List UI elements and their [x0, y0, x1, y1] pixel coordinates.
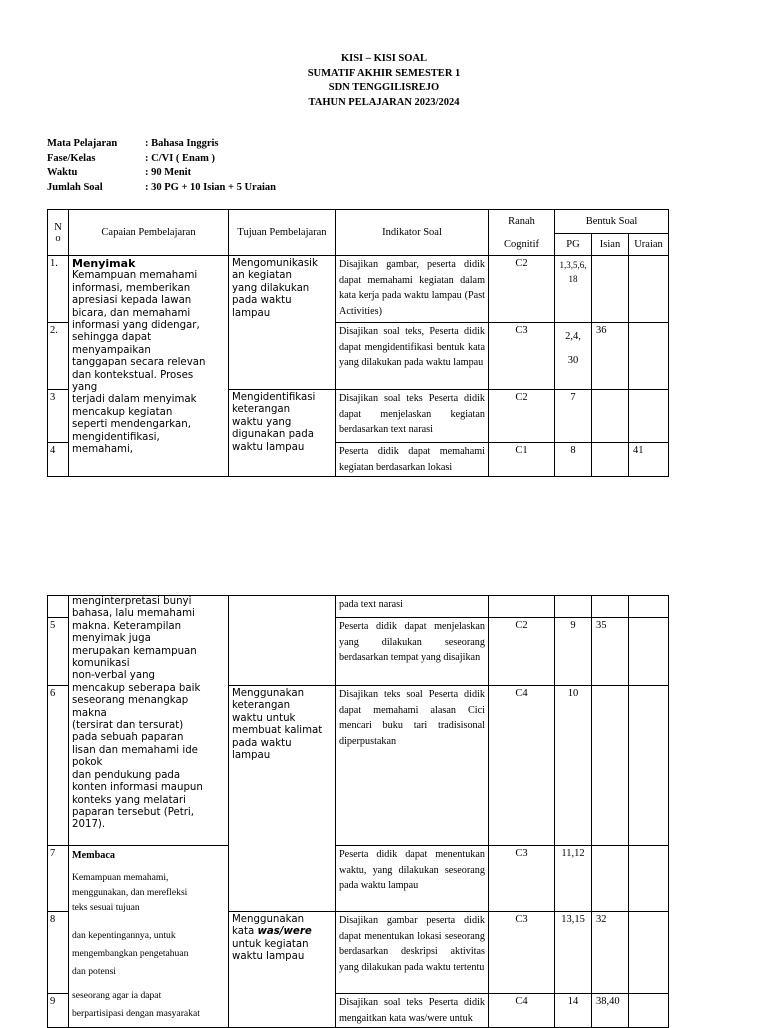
indikator-cell: Disajikan soal teks Peserta didik dapat menjelaskan kegiatan berdasarkan text narasi — [336, 390, 489, 443]
isian-cell: 36 — [592, 323, 629, 390]
indikator-cell: Disajikan gambar peserta didik dapat menentukan lokasi seseorang berdasarkan deskripsi aktivitas yang dilakukan pada waktu tertentu — [336, 912, 489, 994]
isian-cell — [592, 390, 629, 443]
header-subtitle: SUMATIF AKHIR SEMESTER 1 — [307, 67, 461, 79]
isian-cell — [592, 596, 629, 618]
pg-cell: 8 — [555, 443, 592, 477]
uraian-cell — [629, 596, 669, 618]
uraian-cell — [629, 912, 669, 994]
isian-cell — [592, 686, 629, 846]
capaian-title: Menyimak — [72, 257, 136, 270]
header-ranah: Ranah — [489, 210, 555, 234]
info-value: : 90 Menit — [145, 167, 192, 178]
header-indikator: Indikator Soal — [336, 210, 489, 256]
row-number: 4 — [48, 443, 69, 477]
table-row — [48, 256, 669, 323]
isian-cell: 35 — [592, 618, 629, 686]
indikator-cell: Peserta didik dapat memahami kegiatan berdasarkan lokasi — [336, 443, 489, 477]
header-tujuan: Tujuan Pembelajaran — [229, 210, 336, 256]
capaian-menyimak — [69, 256, 229, 477]
uraian-cell — [629, 390, 669, 443]
header-bentuk-soal: Bentuk Soal — [555, 210, 669, 234]
row-number — [48, 596, 69, 618]
ranah-cell — [489, 596, 555, 618]
capaian-text: Kemampuan memahami, menggunakan, dan merefleksi teks sesuai tujuan — [72, 871, 188, 913]
table-row — [48, 846, 669, 912]
row-number: 8 — [48, 912, 69, 994]
capaian-text: seseorang agar ia dapat berpartisipasi dengan masyarakat — [72, 989, 200, 1019]
info-value: : Bahasa Inggris — [145, 138, 219, 149]
document-header — [0, 52, 768, 110]
isian-cell — [592, 256, 629, 323]
capaian-menyimak-continued: menginterpretasi bunyi bahasa, lalu memahami makna. Keterampilan menyimak juga merupakan kemampuan komunikasi non-verbal yang mencakup seberapa baik seseorang menangkap makna (tersirat dan tersurat) pada sebuah paparan lisan dan memahami ide pokok dan pendukung pada konten informasi maupun konteks yang melatari paparan tersebut (Petri, 2017). — [69, 596, 229, 846]
info-label: Waktu — [47, 167, 78, 178]
ranah-cell: C1 — [489, 443, 555, 477]
capaian-text: Kemampuan memahami informasi, memberikan apresiasi kepada lawan bicara, dan memahami informasi yang didengar, sehingga dapat menyampaikan tanggapan secara relevan dan kontekstual. Proses yang terjadi dalam menyimak mencakup kegiatan seperti mendengarkan, mengidentifikasi, memahami, — [72, 270, 206, 456]
info-label: Jumlah Soal — [47, 181, 103, 193]
ranah-cell: C3 — [489, 323, 555, 390]
uraian-cell — [629, 686, 669, 846]
pg-cell: 11,12 — [555, 846, 592, 912]
ranah-cell: C3 — [489, 912, 555, 994]
indikator-cell: Peserta didik dapat menjelaskan yang dilakukan seseorang berdasarkan tempat yang disajikan — [336, 618, 489, 686]
indikator-cell: Disajikan gambar, peserta didik dapat memahami kegiatan dalam kata kerja pada waktu lampau (Past Activities) — [336, 256, 489, 323]
uraian-cell — [629, 994, 669, 1028]
pg-cell: 10 — [555, 686, 592, 846]
tujuan-cell: Mengidentifikasi keterangan waktu yang digunakan pada waktu lampau — [229, 390, 336, 477]
ranah-cell: C2 — [489, 390, 555, 443]
uraian-cell — [629, 846, 669, 912]
info-value: : 30 PG + 10 Isian + 5 Uraian — [145, 181, 276, 193]
header-cognitif: Cognitif — [489, 234, 555, 256]
tujuan-cell — [229, 596, 336, 686]
ranah-cell: C2 — [489, 618, 555, 686]
row-number: 6 — [48, 686, 69, 846]
indikator-cell: Disajikan soal teks Peserta didik mengaitkan kata was/were untuk — [336, 994, 489, 1028]
kisi-table-page-2 — [47, 595, 669, 1028]
isian-cell: 32 — [592, 912, 629, 994]
subject-info — [47, 137, 276, 195]
row-number: 7 — [48, 846, 69, 912]
uraian-cell — [629, 323, 669, 390]
pg-cell: 1,3,5,6, 18 — [555, 256, 592, 323]
header-title: KISI – KISI SOAL — [340, 53, 428, 64]
indikator-cell: Disajikan teks soal Peserta didik dapat memahami alasan Cici mencari buku tari tradisisonal diperpustakan — [336, 686, 489, 846]
table-row — [48, 596, 669, 618]
row-number: 5 — [48, 618, 69, 686]
pg-cell: 13,15 — [555, 912, 592, 994]
info-row — [47, 137, 276, 152]
row-number: 9 — [48, 994, 69, 1028]
info-label: Fase/Kelas — [47, 152, 96, 164]
tujuan-keyword: was/were — [257, 926, 312, 938]
pg-cell: 14 — [555, 994, 592, 1028]
header-school: SDN TENGGILISREJO — [328, 82, 440, 93]
pg-cell: 2,4, 30 — [555, 323, 592, 390]
info-label: Mata Pelajaran — [47, 138, 118, 149]
capaian-title: Membaca — [72, 850, 115, 861]
header-capaian: Capaian Pembelajaran — [69, 210, 229, 256]
pg-cell — [555, 596, 592, 618]
row-number: 3 — [48, 390, 69, 443]
info-value: : C/VI ( Enam ) — [145, 152, 215, 164]
info-row — [47, 181, 276, 196]
isian-cell — [592, 846, 629, 912]
uraian-cell: 41 — [629, 443, 669, 477]
header-no: N o — [48, 210, 69, 256]
ranah-cell: C4 — [489, 686, 555, 846]
tujuan-text: untuk kegiatan waktu lampau — [232, 938, 309, 963]
ranah-cell: C4 — [489, 994, 555, 1028]
tujuan-cell: Menggunakan keterangan waktu untuk membuat kalimat pada waktu lampau — [229, 686, 336, 912]
row-number: 2. — [48, 323, 69, 390]
capaian-text: dan kepentingannya, untuk mengembangkan pengetahuan dan potensi — [72, 929, 189, 977]
tujuan-cell: Mengomunikasik an kegiatan yang dilakukan pada waktu lampau — [229, 256, 336, 390]
isian-cell — [592, 443, 629, 477]
ranah-cell: C2 — [489, 256, 555, 323]
uraian-cell — [629, 256, 669, 323]
isian-cell: 38,40 — [592, 994, 629, 1028]
row-number: 1. — [48, 256, 69, 323]
capaian-membaca — [69, 846, 229, 1028]
indikator-cell: Peserta didik dapat menentukan waktu, yang dilakukan seseorang pada waktu lampau — [336, 846, 489, 912]
header-uraian: Uraian — [629, 234, 669, 256]
kisi-table-page-1 — [47, 209, 669, 477]
header-isian: Isian — [592, 234, 629, 256]
pg-cell: 7 — [555, 390, 592, 443]
tujuan-text: Menggunakan kata — [232, 914, 305, 938]
header-year: TAHUN PELAJARAN 2023/2024 — [308, 96, 460, 108]
ranah-cell: C3 — [489, 846, 555, 912]
header-pg: PG — [555, 234, 592, 256]
indikator-cell: pada text narasi — [336, 596, 489, 618]
info-row — [47, 166, 276, 181]
indikator-cell: Disajikan soal teks, Peserta didik dapat mengidentifikasi bentuk kata yang dilakukan pada waktu lampau — [336, 323, 489, 390]
info-row — [47, 152, 276, 167]
uraian-cell — [629, 618, 669, 686]
tujuan-cell — [229, 912, 336, 1028]
pg-cell: 9 — [555, 618, 592, 686]
